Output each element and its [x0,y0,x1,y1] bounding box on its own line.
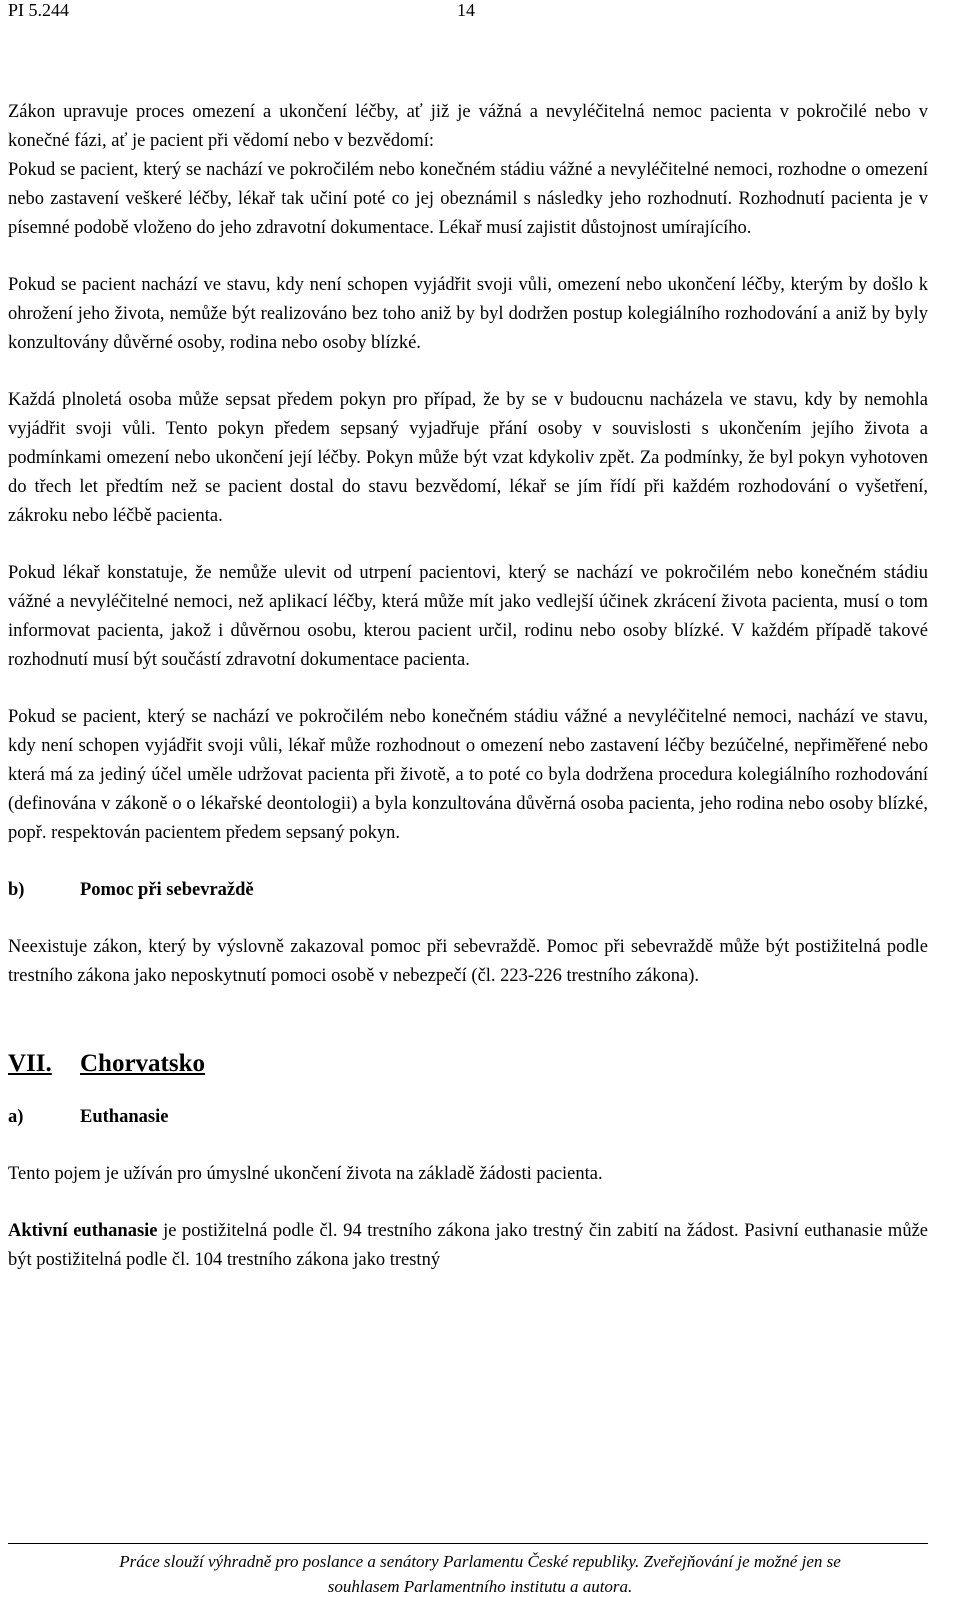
paragraph-unconscious-patient: Pokud se pacient nachází ve stavu, kdy není schopen vyjádřit svoji vůli, omezení nebo ukončení léčby, kterým by došlo k ohrožení jeho života, nemůže být realizováno bez toho aniž by byl dodržen postup kolegiálního rozhodování a aniž by byly konzultovány důvěrné osoby, rodina nebo osoby blízké. [8,275,928,353]
section-b-title: Pomoc při sebevraždě [80,880,254,900]
section-b-number: b) [8,880,25,900]
paragraph-pain-relief: Pokud lékař konstatuje, že nemůže ulevit od utrpení pacientovi, který se nachází ve pokročilém nebo konečném stádiu vážné a nevyléčitelné nemoci, než aplikací léčby, která může mít jako vedlejší účinek zkrácení života pacienta, musí o tom informovat pacienta, jakož i důvěrnou osobu, kterou pacient určil, rodinu nebo osoby blízké. V každém případě takové rozhodnutí musí být součástí zdravotní dokumentace pacienta. [8,563,928,670]
active-euthanasia-term: Aktivní euthanasie [8,1221,158,1241]
chapter-title: Chorvatsko [80,1050,206,1077]
page-number: 14 [457,0,475,20]
section-a-heading [8,1103,928,1132]
chapter-heading [8,1047,928,1081]
paragraph-intro: Zákon upravuje proces omezení a ukončení léčby, ať již je vážná a nevyléčitelná nemoc pacienta v pokročilé nebo v konečné fázi, ať je pacient při vědomí nebo v bezvědomí: [8,102,928,151]
active-euthanasia-text: je postižitelná podle čl. 94 trestního zákona jako trestný čin zabití na žádost. Pasivní euthanasie může být postižitelná podle čl. 104 trestního zákona jako trestný [8,1221,928,1270]
paragraph-assisted-suicide: Neexistuje zákon, který by výslovně zakazoval pomoc při sebevraždě. Pomoc při sebevraždě může být postižitelná podle trestního zákona jako neposkytnutí pomoci osobě v nebezpečí (čl. 223-226 trestního zákona). [8,937,928,986]
section-a-number: a) [8,1107,24,1127]
paragraph-active-euthanasia [8,1217,928,1275]
footer-notice [0,1549,960,1599]
chapter-number: VII. [8,1050,52,1077]
paragraph-conscious-patient: Pokud se pacient, který se nachází ve pokročilém nebo konečném stádiu vážné a nevyléčitelné nemoci, rozhodne o omezení nebo zastavení veškeré léčby, lékař tak učiní poté co jej obeznámil s následky jeho rozhodnutí. Rozhodnutí pacienta je v písemné podobě vloženo do jeho zdravotní dokumentace. Lékař musí zajistit důstojnost umírajícího. [8,160,928,238]
section-b-heading [8,876,928,905]
paragraph-euthanasia-definition: Tento pojem je užíván pro úmyslné ukončení života na základě žádosti pacienta. [8,1164,603,1184]
section-a-title: Euthanasie [80,1107,169,1127]
footer-line-2: souhlasem Parlamentního institutu a autora. [327,1577,633,1596]
paragraph-treatment-limitation: Pokud se pacient, který se nachází ve pokročilém nebo konečném stádiu vážné a nevyléčitelné nemoci, nachází ve stavu, kdy není schopen vyjádřit svoji vůli, lékař může rozhodnout o omezení nebo zastavení léčby bezúčelné, nepřiměřené nebo která má za jediný účel uměle udržovat pacienta při životě, a to poté co byla dodržena procedura kolegiálního rozhodování (definována v zákoně o o lékařské deontologii) a byla konzultována důvěrná osoba pacienta, jeho rodina nebo osoby blízké, popř. respektován pacientem předem sepsaný pokyn. [8,707,928,843]
paragraph-advance-directive: Každá plnoletá osoba může sepsat předem pokyn pro případ, že by se v budoucnu nacházela ve stavu, kdy by nemohla vyjádřit svoji vůli. Tento pokyn předem sepsaný vyjadřuje přání osoby v souvislosti s ukončením jejího života a podmínkami omezení nebo ukončení její léčby. Pokyn může být vzat kdykoliv zpět. Za podmínky, že byl pokyn vyhotoven do třech let předtím než se pacient dostal do stavu bezvědomí, lékař se jím řídí při každém rozhodování o vyšetření, zákroku nebo léčbě pacienta. [8,390,928,526]
footer-divider [8,1543,928,1544]
document-id: PI 5.244 [8,0,70,20]
document-body [8,98,928,1275]
footer-line-1: Práce slouží výhradně pro poslance a senátory Parlamentu České republiky. Zveřejňování je možné jen se [119,1552,841,1571]
